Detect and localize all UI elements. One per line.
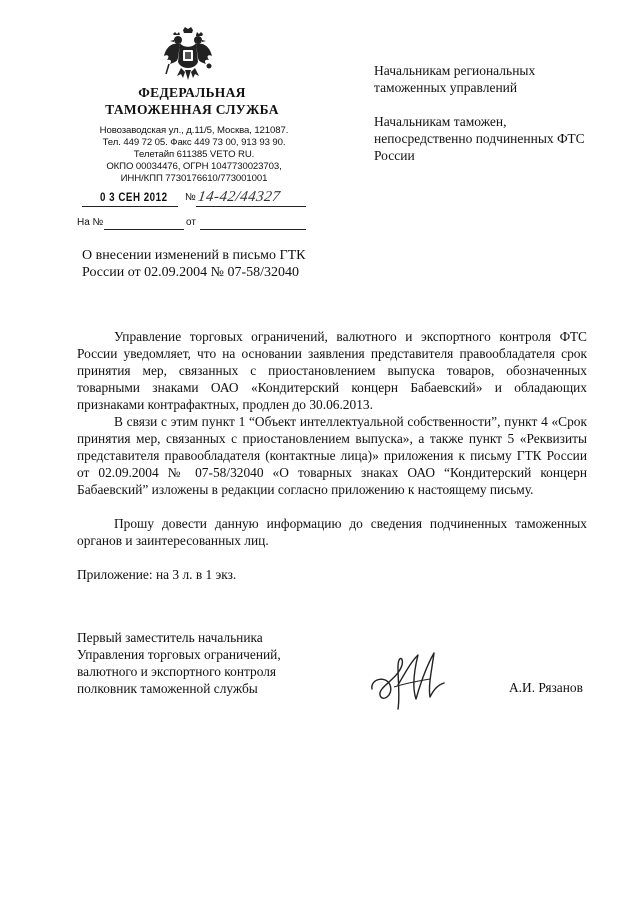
addressee-customs: Начальникам таможен, непосредственно подчиненных ФТС России: [374, 114, 585, 163]
org-name-line1: ФЕДЕРАЛЬНАЯ: [138, 85, 246, 100]
letter-subject: О внесении изменений в письмо ГТК России от 02.09.2004 № 07-58/32040: [82, 248, 306, 280]
reference-date-label: от: [186, 217, 196, 228]
address-line: ОКПО 00034476, ОГРН 1047730023703,: [106, 161, 282, 172]
address-line: Новозаводская ул., д.11/5, Москва, 121087.: [99, 125, 289, 136]
signer-title-line: валютного и экспортного контроля: [77, 664, 277, 679]
signer-title-line: полковник таможенной службы: [77, 681, 258, 696]
body-paragraph: Управление торговых ограничений, валютного и экспортного контроля ФТС России уведомляет, что на основании заявления представителя правообладателя срок принятия мер, связанных с приостановлением выпуска товаров, обозначенных товарными знаками ОАО «Кондитерский концерн Бабаевский» и обладающих признаками контрафактных, продлен до 30.06.2013.: [77, 329, 587, 412]
body-paragraph: Прошу довести данную информацию до сведения подчиненных таможенных органов и заинтересованных лиц.: [77, 516, 587, 548]
body-paragraph: В связи с этим пункт 1 “Объект интеллектуальной собственности”, пункт 4 «Срок принятия мер, связанных с приостановлением выпуска», а также пункт 5 «Реквизиты представителя правообладателя (контактные лица)» приложения к письму ГТК России от 02.09.2004 № 07-58/32040 «О товарных знаках ОАО “Кондитерский концерн Бабаевский” изложены в редакции согласно приложению к настоящему письму.: [77, 414, 587, 497]
registration-number-label: №: [185, 192, 196, 203]
addressee-regional: Начальникам региональных таможенных управлений: [374, 63, 536, 95]
org-name-line2: ТАМОЖЕННАЯ СЛУЖБА: [105, 102, 279, 117]
address-line: Телетайп 611385 VETO RU.: [133, 149, 255, 160]
coat-of-arms-icon: [163, 26, 213, 82]
signer-title-line: Первый заместитель начальника: [77, 630, 263, 645]
registration-date: 0 3 СЕН 2012: [100, 192, 168, 204]
handwritten-signature: [368, 645, 448, 715]
signer-title: [77, 629, 337, 697]
reference-number-label: На №: [77, 217, 104, 228]
attachment-note: Приложение: на 3 л. в 1 экз.: [77, 567, 237, 582]
number-underline: [196, 206, 306, 207]
reference-date-underline: [200, 229, 306, 230]
reference-number-underline: [104, 229, 184, 230]
registration-number: 14-42/44327: [196, 189, 282, 205]
signer-title-line: Управления торговых ограничений,: [77, 647, 281, 662]
date-underline: [82, 206, 178, 207]
signer-name: А.И. Рязанов: [509, 680, 583, 695]
address-line: ИНН/КПП 7730176610/773001001: [120, 173, 268, 184]
address-line: Тел. 449 72 05. Факс 449 73 00, 913 93 90.: [102, 137, 286, 148]
